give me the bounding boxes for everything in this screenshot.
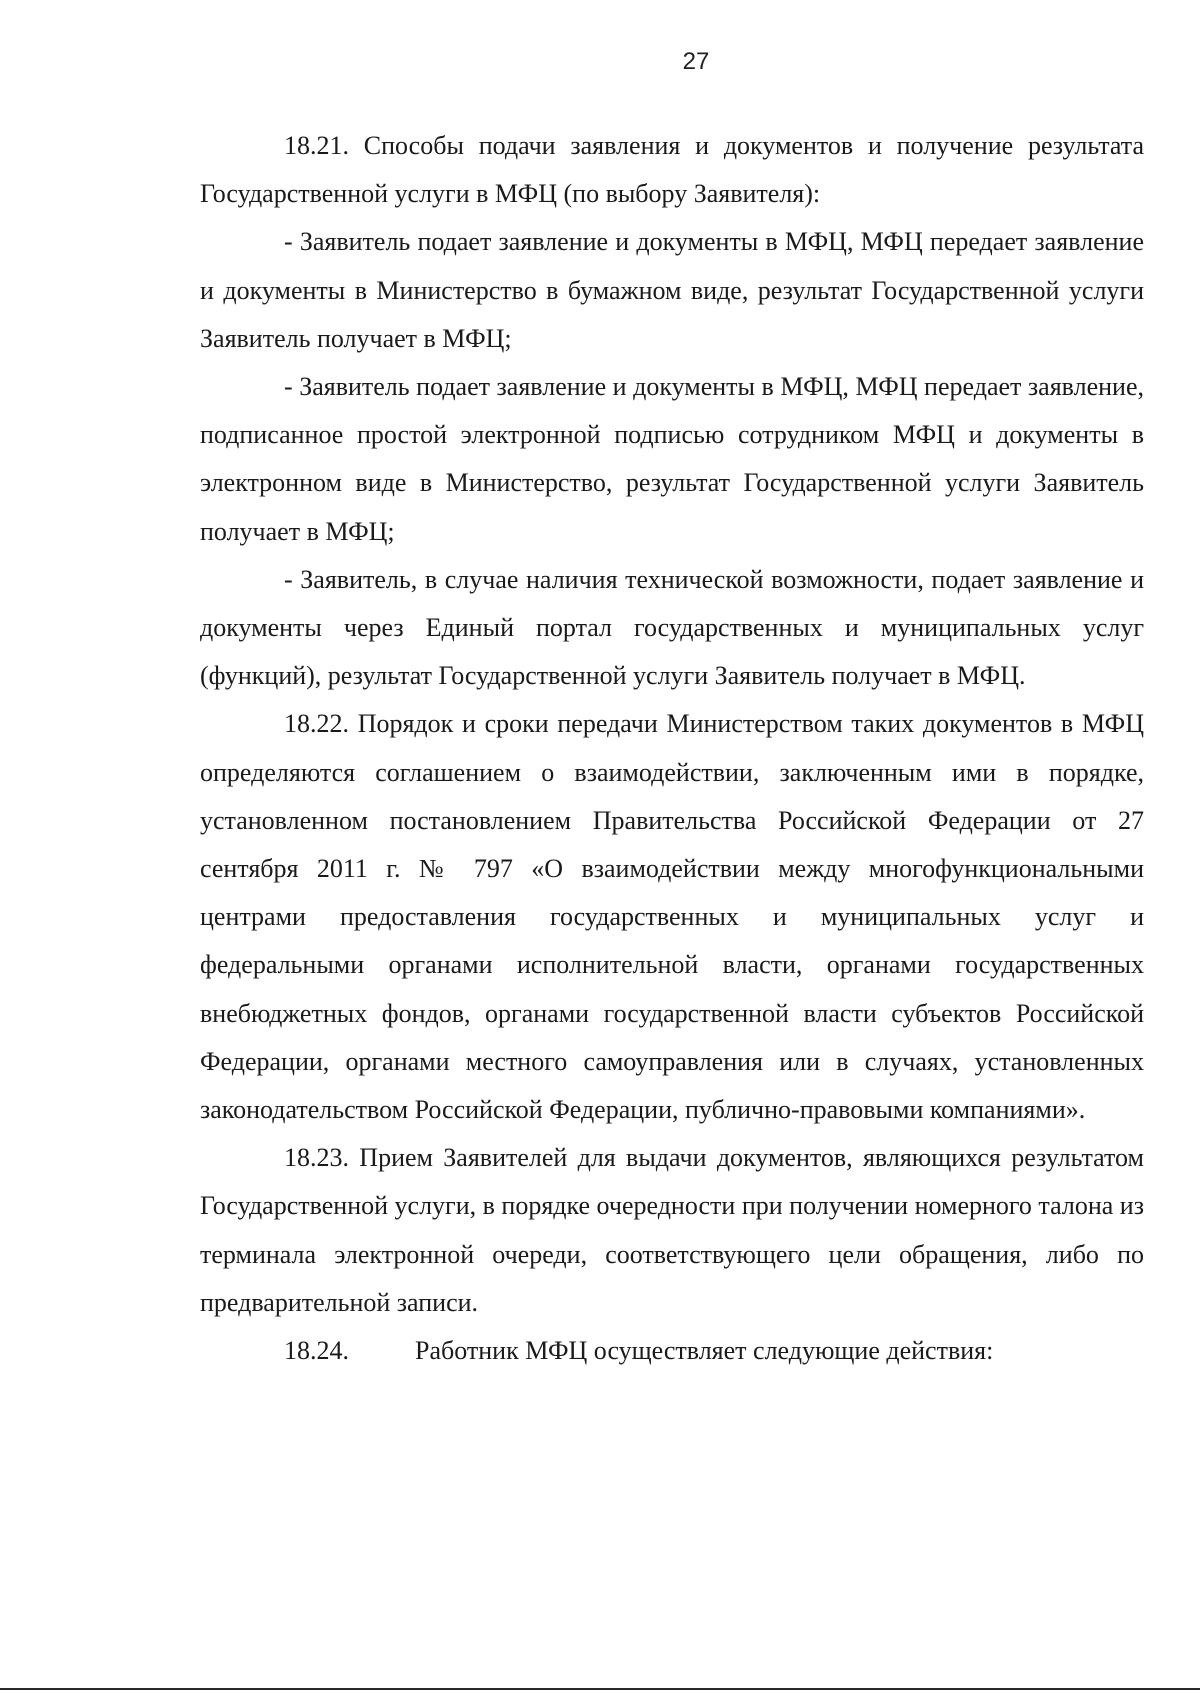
bottom-rule bbox=[0, 1688, 1200, 1690]
paragraph-18-23: 18.23. Прием Заявителей для выдачи документов, являющихся результатом Государственной услуги, в порядке очередности при получении номерного талона из терминала электронной очереди, соответствующего цели обращения, либо по предварительной записи. bbox=[200, 1143, 1144, 1317]
list-item-electronic-transfer: - Заявитель подает заявление и документы в МФЦ, МФЦ передает заявление, подписанное простой электронной подписью сотрудником МФЦ и документы в электронном виде в Министерство, результат Государственной услуги Заявитель получает в МФЦ; bbox=[200, 372, 1144, 546]
paragraph-18-24 bbox=[200, 1327, 1144, 1375]
paragraph-18-24-text: Работник МФЦ осуществляет следующие действия: bbox=[415, 1336, 994, 1366]
paragraph-18-24-number: 18.24. bbox=[284, 1336, 349, 1366]
page-number: 27 bbox=[682, 48, 710, 75]
paragraph-18-21: 18.21. Способы подачи заявления и документов и получение результата Государственной услуги в МФЦ (по выбору Заявителя): bbox=[200, 131, 1144, 209]
list-item-paper-submission: - Заявитель подает заявление и документы в МФЦ, МФЦ передает заявление и документы в Министерство в бумажном виде, результат Государственной услуги Заявитель получает в МФЦ; bbox=[200, 227, 1144, 353]
paragraph-18-22: 18.22. Порядок и сроки передачи Министерством таких документов в МФЦ определяются соглашением о взаимодействии, заключенным ими в порядке, установленном постановлением Правительства Российской Федерации от 27 сентября 2011 г. № 797 «О взаимодействии между многофункциональными центрами предоставления государственных и муниципальных услуг и федеральными органами исполнительной власти, органами государственных внебюджетных фондов, органами государственной власти субъектов Российской Федерации, органами местного самоуправления или в случаях, установленных законодательством Российской Федерации, публично-правовыми компаниями». bbox=[200, 709, 1144, 1125]
document-body bbox=[200, 122, 1144, 1375]
list-item-unified-portal: - Заявитель, в случае наличия технической возможности, подает заявление и документы через Единый портал государственных и муниципальных услуг (функций), результат Государственной услуги Заявитель получает в МФЦ. bbox=[200, 564, 1144, 691]
